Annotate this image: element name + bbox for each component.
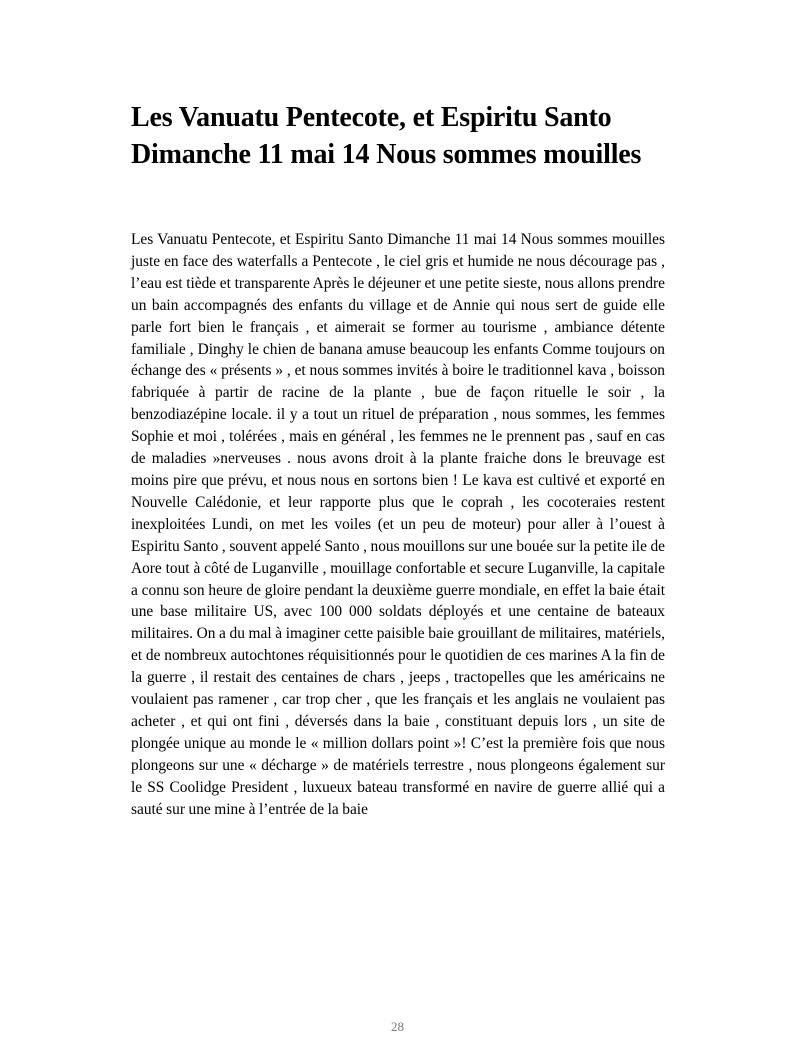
- article-title: Les Vanuatu Pentecote, et Espiritu Santo Dimanche 11 mai 14 Nous sommes mouilles: [131, 102, 642, 170]
- article-body: Les Vanuatu Pentecote, et Espiritu Santo Dimanche 11 mai 14 Nous sommes mouilles juste en face des waterfalls a Pentecote , le ciel gris et humide ne nous décourage pas , l’eau est tiède et transparente Après le déjeuner et une petite sieste, nous allons prendre un bain accompagnés des enfants du village et de Annie qui nous sert de guide elle parle fort bien le français , et aimerait se former au tourisme , ambiance détente familiale , Dinghy le chien de banana amuse beaucoup les enfants Comme toujours on échange des « présents » , et nous sommes invités à boire le traditionnel kava , boisson fabriquée à partir de racine de la plante , bue de façon rituelle le soir , la benzodiazépine locale. il y a tout un rituel de préparation , nous sommes, les femmes Sophie et moi , tolérées , mais en général , les femmes ne le prennent pas , sauf en cas de maladies »nerveuses . nous avons droit à la plante fraiche dons le breuvage est moins pire que prévu, et nous nous en sortons bien ! Le kava est cultivé et exporté en Nouvelle Calédonie, et leur rapporte plus que le coprah , les cocoteraies restent inexploitées Lundi, on met les voiles (et un peu de moteur) pour aller à l’ouest à Espiritu Santo , souvent appelé Santo , nous mouillons sur une bouée sur la petite ile de Aore tout à côté de Luganville , mouillage confortable et secure Luganville, la capitale a connu son heure de gloire pendant la deuxième guerre mondiale, en effet la baie était une base militaire US, avec 100 000 soldats déployés et une centaine de bateaux militaires. On a du mal à imaginer cette paisible baie grouillant de militaires, matériels, et de nombreux autochtones réquisitionnés pour le quotidien de ces marines A la fin de la guerre , il restait des centaines de chars , jeeps , tractopelles que les américains ne voulaient pas ramener , car trop cher , que les français et les anglais ne voulaient pas acheter , et qui ont fini , déversés dans la baie , constituant depuis lors , un site de plongée unique au monde le « million dollars point »! C’est la première fois que nous plongeons sur une « décharge » de matériels terrestre , nous plongeons également sur le SS Coolidge President , luxueux bateau transformé en navire de guerre allié qui a sauté sur une mine à l’entrée de la baie: [131, 231, 665, 818]
- page-number: 28: [391, 1019, 404, 1034]
